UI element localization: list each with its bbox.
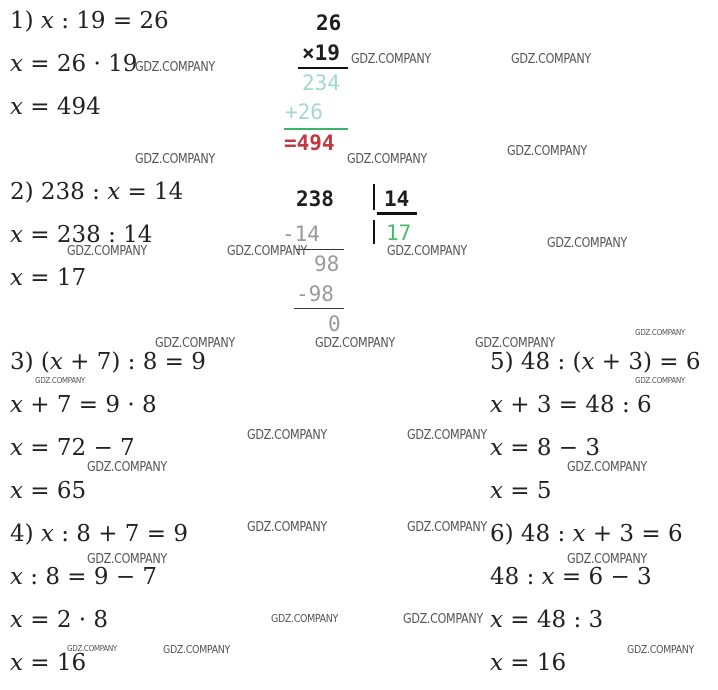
watermark: GDZ.COMPANY <box>403 612 483 627</box>
watermark: GDZ.COMPANY <box>163 643 230 656</box>
partial-product-1: 234 <box>302 71 340 95</box>
subtrahend-1: -14 <box>282 222 320 246</box>
watermark: GDZ.COMPANY <box>567 460 647 475</box>
watermark: GDZ.COMPANY <box>135 60 215 75</box>
sum-line <box>284 128 348 130</box>
subtraction-line-2 <box>294 308 344 309</box>
watermark: GDZ.COMPANY <box>67 244 147 259</box>
watermark: GDZ.COMPANY <box>247 428 327 443</box>
problem-2-line-2: 𝑥 = 238 : 14 <box>10 222 153 248</box>
watermark: GDZ.COMPANY <box>271 612 338 625</box>
problem-3-line-1: 3) (𝑥 + 7) : 8 = 9 <box>10 349 206 375</box>
watermark: GDZ.COMPANY <box>247 520 327 535</box>
partial-product-2: +26 <box>285 100 323 124</box>
quotient: 17 <box>386 221 412 245</box>
watermark: GDZ.COMPANY <box>347 152 427 167</box>
dividend: 238 <box>296 187 334 211</box>
problem-5-line-2: 𝑥 + 3 = 48 : 6 <box>490 392 652 418</box>
multiplication-line <box>298 67 348 69</box>
problem-4-line-2: 𝑥 : 8 = 9 − 7 <box>10 564 158 590</box>
watermark-small: GDZ.COMPANY <box>635 376 685 385</box>
problem-6-line-3: 𝑥 = 48 : 3 <box>490 607 604 633</box>
watermark: GDZ.COMPANY <box>351 52 431 67</box>
problem-2-line-1: 2) 238 : 𝑥 = 14 <box>10 179 184 205</box>
problem-1-line-1: 1) 𝑥 : 19 = 26 <box>10 8 169 34</box>
watermark: GDZ.COMPANY <box>227 244 307 259</box>
watermark: GDZ.COMPANY <box>87 460 167 475</box>
watermark: GDZ.COMPANY <box>547 236 627 251</box>
problem-1-line-2: 𝑥 = 26 · 19 <box>10 51 138 77</box>
division-bar-1 <box>373 184 375 210</box>
problem-3-line-4: 𝑥 = 65 <box>10 478 87 504</box>
problem-6-line-2: 48 : 𝑥 = 6 − 3 <box>490 564 652 590</box>
problem-5-line-1: 5) 48 : (𝑥 + 3) = 6 <box>490 349 701 375</box>
problem-5-line-3: 𝑥 = 8 − 3 <box>490 435 601 461</box>
remainder-1: 98 <box>314 252 340 276</box>
problem-5-line-4: 𝑥 = 5 <box>490 478 552 504</box>
problem-6-line-4: 𝑥 = 16 <box>490 650 567 676</box>
problem-1-line-3: 𝑥 = 494 <box>10 94 101 120</box>
watermark: GDZ.COMPANY <box>155 336 235 351</box>
watermark: GDZ.COMPANY <box>135 152 215 167</box>
multiplier: ×19 <box>302 41 340 65</box>
watermark: GDZ.COMPANY <box>387 244 467 259</box>
watermark-small: GDZ.COMPANY <box>35 376 85 385</box>
watermark: GDZ.COMPANY <box>507 144 587 159</box>
remainder-2: 0 <box>328 312 341 336</box>
watermark: GDZ.COMPANY <box>475 336 555 351</box>
problem-6-line-1: 6) 48 : 𝑥 + 3 = 6 <box>490 521 683 547</box>
divisor-line <box>377 212 417 215</box>
watermark: GDZ.COMPANY <box>407 520 487 535</box>
problem-2-line-3: 𝑥 = 17 <box>10 265 87 291</box>
problem-4-line-4: 𝑥 = 16 <box>10 650 87 676</box>
watermark: GDZ.COMPANY <box>315 336 395 351</box>
watermark-small: GDZ.COMPANY <box>635 328 685 337</box>
watermark-small: GDZ.COMPANY <box>67 644 117 653</box>
watermark: GDZ.COMPANY <box>567 552 647 567</box>
problem-4-line-1: 4) 𝑥 : 8 + 7 = 9 <box>10 521 188 547</box>
multiplicand: 26 <box>316 11 342 35</box>
watermark: GDZ.COMPANY <box>627 643 694 656</box>
division-bar-2 <box>373 220 375 244</box>
product-result: =494 <box>284 131 335 155</box>
watermark: GDZ.COMPANY <box>511 52 591 67</box>
problem-3-line-3: 𝑥 = 72 − 7 <box>10 435 135 461</box>
subtrahend-2: -98 <box>296 282 334 306</box>
problem-4-line-3: 𝑥 = 2 · 8 <box>10 607 109 633</box>
problem-3-line-2: 𝑥 + 7 = 9 · 8 <box>10 392 157 418</box>
watermark: GDZ.COMPANY <box>87 552 167 567</box>
divisor: 14 <box>384 187 410 211</box>
watermark: GDZ.COMPANY <box>407 428 487 443</box>
